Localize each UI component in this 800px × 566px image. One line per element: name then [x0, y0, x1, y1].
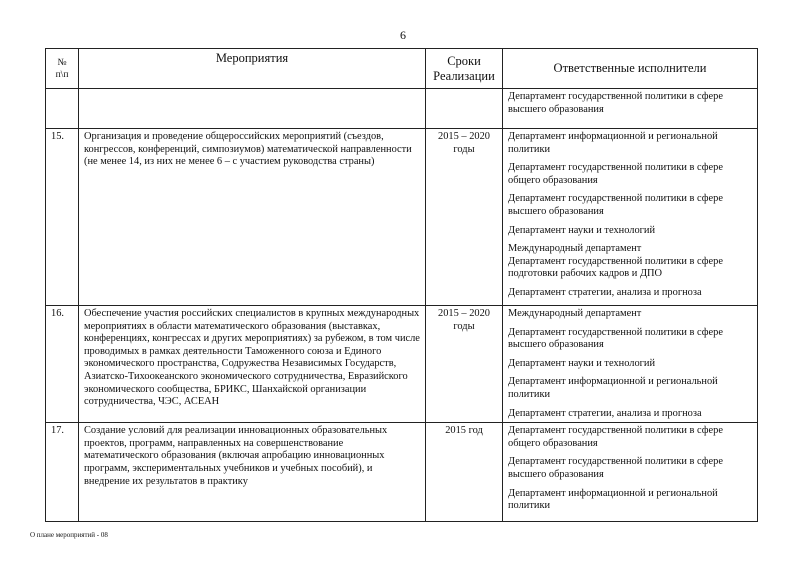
executors-cell	[503, 89, 758, 129]
executor: Департамент науки и технологий	[508, 224, 656, 236]
executors-cell	[503, 423, 758, 522]
executor: Департамент информационной и региональной политики	[508, 376, 718, 400]
event-description: Обеспечение участия российских специалистов в крупных международных мероприятиях в области математического образования (выставках, конференциях, конгрессах и других мероприятиях) за рубежом, в том числе проводимых в рамках деятельности Таможенного союза и Единого экономического пространства, Содружества Независимых Государств, Азиатско-Тихоокеанского экономического сотрудничества, Евразийского экономического сообщества, БРИКС, Шанхайской организации сотрудничества, ЧЭС, АСЕАН	[79, 306, 426, 423]
header-event: Мероприятия	[79, 49, 426, 89]
executor: Департамент стратегии, анализа и прогноза	[508, 286, 702, 298]
event-description	[79, 89, 426, 129]
executors-cell	[503, 129, 758, 306]
executor: Департамент информационной и региональной политики	[508, 131, 718, 155]
executor: Департамент государственной политики в сфере высшего образования	[508, 326, 723, 351]
row-number: 17.	[46, 423, 79, 522]
table-row	[46, 89, 758, 129]
executor: Международный департамент	[508, 308, 642, 319]
executor: Международный департамент	[508, 243, 642, 255]
term: 2015 – 2020 годы	[426, 129, 503, 306]
event-description: Организация и проведение общероссийских мероприятий (съездов, конгрессов, конференций, симпозиумов) математической направленности (не менее 14, из них не менее 6 – с участием руководства страны)	[79, 129, 426, 306]
row-number: 16.	[46, 306, 79, 423]
executor: Департамент государственной политики в сфере общего образования	[508, 162, 723, 186]
executor: Департамент информационной и региональной политики	[508, 487, 718, 512]
row-number	[46, 89, 79, 129]
executor: Департамент государственной политики в сфере высшего образования	[508, 193, 723, 217]
page-number: 6	[400, 28, 406, 42]
event-description: Создание условий для реализации инновационных образовательных проектов, программ, направленных на совершенствование математического образования (включая апробацию инновационных программ, экспериментальных учебников и учебных пособий), и внедрение их результатов в практику	[79, 423, 426, 522]
term: 2015 год	[426, 423, 503, 522]
executor: Департамент государственной политики в сфере высшего образования	[508, 91, 723, 115]
executor: Департамент государственной политики в сфере общего образования	[508, 425, 723, 449]
events-table	[45, 48, 758, 522]
term: 2015 – 2020 годы	[426, 306, 503, 423]
table-row	[46, 129, 758, 306]
executor: Департамент государственной политики в сфере высшего образования	[508, 456, 723, 480]
term	[426, 89, 503, 129]
header-executors: Ответственные исполнители	[503, 49, 758, 89]
executor: Департамент государственной политики в сфере подготовки рабочих кадров и ДПО	[508, 255, 723, 280]
footer-note: О плане мероприятий - 08	[30, 531, 108, 539]
executor: Департамент стратегии, анализа и прогноза	[508, 407, 702, 419]
row-number: 15.	[46, 129, 79, 306]
header-term: Сроки Реализации	[426, 49, 503, 89]
table-row	[46, 306, 758, 423]
executor: Департамент науки и технологий	[508, 357, 656, 369]
executors-cell	[503, 306, 758, 423]
header-num: № п\п	[46, 49, 79, 89]
table-header-row	[46, 49, 758, 89]
table-row	[46, 423, 758, 522]
